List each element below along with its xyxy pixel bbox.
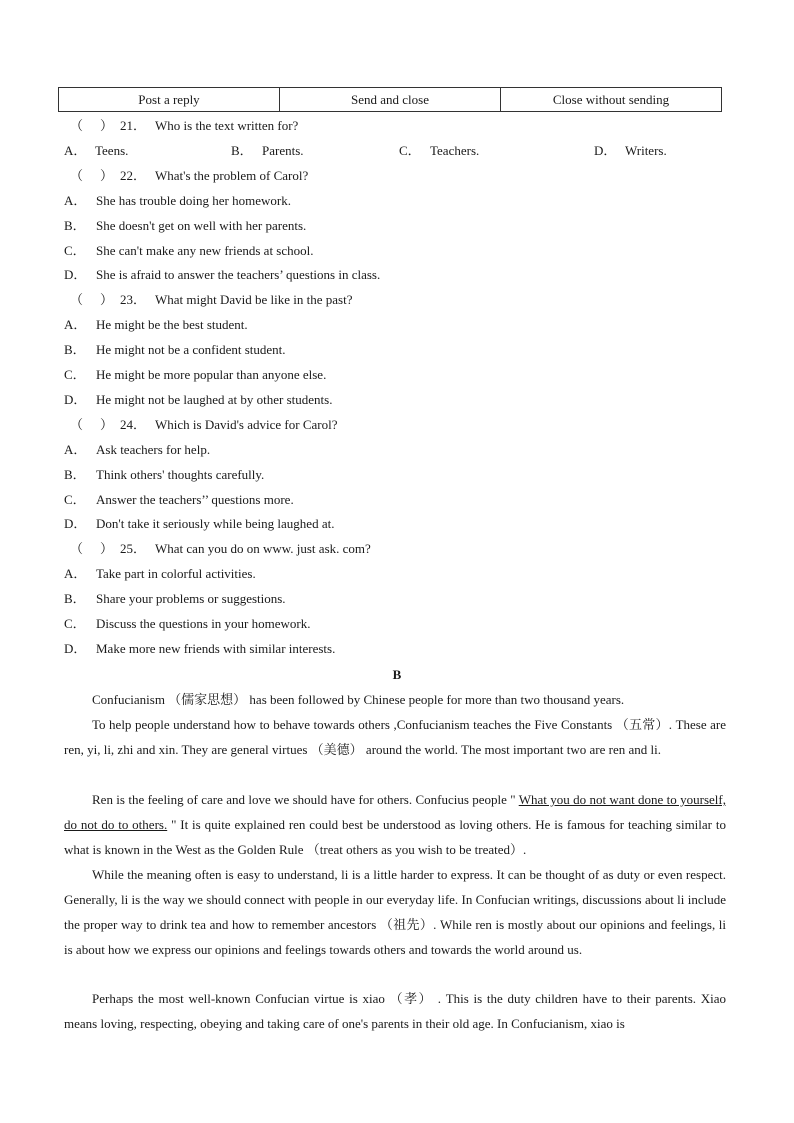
option-letter: D． bbox=[64, 391, 87, 407]
answer-paren-close: ） bbox=[100, 118, 114, 133]
question-number: 23． bbox=[120, 292, 147, 308]
close-without-sending-button[interactable]: Close without sending bbox=[501, 88, 722, 112]
question-number: 25． bbox=[120, 541, 147, 557]
option-text: Teens. bbox=[95, 142, 129, 158]
option-text: She has trouble doing her homework. bbox=[96, 192, 291, 208]
option-letter: D． bbox=[64, 640, 87, 656]
question-header bbox=[64, 168, 724, 184]
option-text: Make more new friends with similar interests. bbox=[96, 640, 336, 656]
passage-paragraph: To help people understand how to behave towards others ,Confucianism teaches the Five Constants （五常）. These are ren, yi, li, zhi and xin. They are general virtues （美德） around the world. The most important two are ren and li. bbox=[64, 717, 726, 757]
option-text: She can't make any new friends at school. bbox=[96, 242, 314, 258]
option-text: Parents. bbox=[262, 142, 304, 158]
option-text: Don't take it seriously while being laughed at. bbox=[96, 516, 335, 532]
option-letter: C． bbox=[64, 367, 86, 382]
option-text: She doesn't get on well with her parents. bbox=[96, 217, 307, 233]
answer-paren-open: （ bbox=[70, 416, 84, 432]
option-row bbox=[64, 218, 724, 234]
option-text: Discuss the questions in your homework. bbox=[96, 616, 311, 631]
option-row bbox=[64, 442, 724, 458]
option-row bbox=[64, 367, 724, 383]
option-letter: D． bbox=[64, 267, 87, 283]
question-number: 21． bbox=[120, 118, 147, 133]
option-text: He might not be laughed at by other students. bbox=[96, 391, 333, 407]
option-text: He might not be a confident student. bbox=[96, 342, 286, 358]
option-letter: C． bbox=[64, 616, 86, 631]
option-row bbox=[64, 267, 724, 283]
option-row bbox=[64, 467, 724, 483]
answer-paren-open: （ bbox=[70, 167, 84, 183]
question-text: Which is David's advice for Carol? bbox=[155, 416, 338, 432]
option-letter: A． bbox=[64, 142, 87, 158]
question-header bbox=[64, 541, 724, 557]
option-letter: A． bbox=[64, 192, 87, 208]
option-text: He might be more popular than anyone else. bbox=[96, 367, 327, 382]
option-row bbox=[64, 616, 724, 632]
answer-paren-close: ） bbox=[100, 292, 114, 308]
question-text: Who is the text written for? bbox=[155, 118, 299, 133]
question-header bbox=[64, 118, 724, 134]
answer-paren-close: ） bbox=[100, 541, 114, 557]
option-letter: B． bbox=[64, 217, 86, 233]
send-and-close-button[interactable]: Send and close bbox=[280, 88, 501, 112]
option-row bbox=[64, 591, 724, 607]
option-letter: C． bbox=[399, 142, 421, 158]
option-letter: B． bbox=[64, 591, 86, 607]
question-text: What can you do on www. just ask. com? bbox=[155, 541, 371, 557]
answer-paren-open: （ bbox=[70, 118, 84, 133]
reply-button-table bbox=[58, 87, 722, 112]
option-text: Teachers. bbox=[430, 142, 480, 158]
option-letter: B． bbox=[64, 466, 86, 482]
option-text: He might be the best student. bbox=[96, 317, 248, 333]
option-row bbox=[64, 392, 724, 408]
option-text: Take part in colorful activities. bbox=[96, 566, 256, 582]
passage-paragraph: Perhaps the most well-known Confucian virtue is xiao （孝） . This is the duty children have to their parents. Xiao means loving, respecting, obeying and taking care of one's parents in their old age. In Confucianism, xiao is bbox=[64, 991, 726, 1031]
question-text: What might David be like in the past? bbox=[155, 292, 353, 308]
option-letter: C． bbox=[64, 242, 86, 258]
answer-paren-open: （ bbox=[70, 292, 84, 308]
option-letter: A． bbox=[64, 317, 87, 333]
option-text: Writers. bbox=[625, 142, 667, 158]
option-row bbox=[64, 566, 724, 582]
option-letter: D． bbox=[594, 142, 617, 158]
option-row bbox=[64, 143, 724, 159]
option-text: Think others' thoughts carefully. bbox=[96, 466, 265, 482]
option-letter: A． bbox=[64, 441, 87, 457]
option-text: Share your problems or suggestions. bbox=[96, 591, 286, 607]
passage-paragraph: Ren is the feeling of care and love we should have for others. Confucius people " What you do not want done to yourself, do not do to others. " It is quite explained ren could best be understood as loving others. He is famous for teaching similar to what is known in the West as the Golden Rule （treat others as you wish to be treated）. bbox=[64, 792, 726, 857]
passage-paragraph: While the meaning often is easy to understand, li is a little harder to express. It can be thought of as duty or even respect. Generally, li is the way we should connect with people in our everyday life. In Confucian writings, discussions about li include the proper way to drink tea and how to remember ancestors （祖先）. While ren is mostly about our opinions and feelings, li is about how we express our opinions and feelings towards others and towards the world around us. bbox=[64, 867, 726, 957]
answer-paren-close: ） bbox=[100, 167, 114, 183]
underlined-quote: What you do not want done to yourself, do not do to others. bbox=[64, 792, 726, 832]
option-row bbox=[64, 641, 724, 657]
option-row bbox=[64, 342, 724, 358]
option-letter: B． bbox=[231, 142, 253, 158]
option-row bbox=[64, 193, 724, 209]
option-text: Ask teachers for help. bbox=[96, 441, 211, 457]
option-text: She is afraid to answer the teachers’ questions in class. bbox=[96, 267, 381, 283]
option-row bbox=[64, 317, 724, 333]
question-number: 24． bbox=[120, 416, 147, 432]
question-text: What's the problem of Carol? bbox=[155, 167, 309, 183]
post-reply-button[interactable]: Post a reply bbox=[59, 88, 280, 112]
option-row bbox=[64, 516, 724, 532]
question-header bbox=[64, 417, 724, 433]
section-label: B bbox=[392, 667, 402, 682]
option-row bbox=[64, 492, 724, 508]
option-text: Answer the teachers’’ questions more. bbox=[96, 491, 294, 507]
passage-paragraph: Confucianism （儒家思想） has been followed by Chinese people for more than two thousand years. bbox=[92, 692, 625, 707]
option-letter: D． bbox=[64, 516, 87, 532]
option-letter: B． bbox=[64, 342, 86, 358]
answer-paren-close: ） bbox=[100, 416, 114, 432]
answer-paren-open: （ bbox=[70, 541, 84, 557]
option-row bbox=[64, 243, 724, 259]
option-letter: A． bbox=[64, 566, 87, 582]
question-number: 22． bbox=[120, 167, 147, 183]
question-header bbox=[64, 292, 724, 308]
option-letter: C． bbox=[64, 491, 86, 507]
